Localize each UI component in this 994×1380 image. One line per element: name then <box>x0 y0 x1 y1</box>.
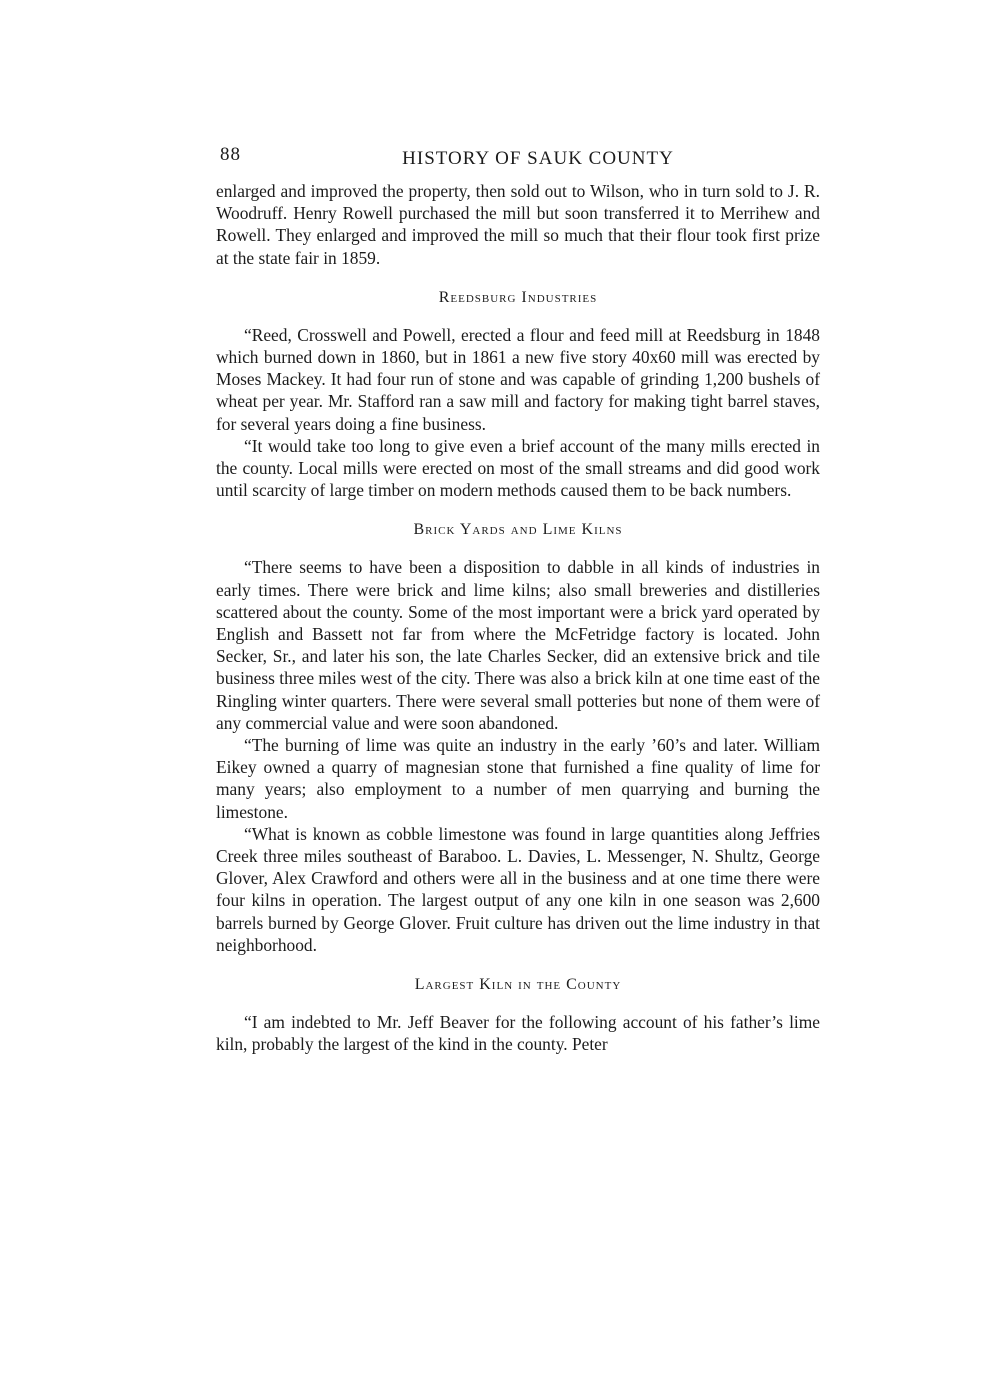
running-head <box>216 144 820 172</box>
section-heading: Brick Yards and Lime Kilns <box>413 521 623 539</box>
page-number: 88 <box>220 144 241 165</box>
book-title: HISTORY OF SAUK COUNTY <box>402 148 674 169</box>
paragraph: “The burning of lime was quite an industry in the early ’60’s and later. William Eikey owned a quarry of magnesian stone that furnished a fine quality of lime for many years; also employment to a number of men quarrying and burning the limestone. <box>216 735 820 822</box>
section-heading: Reedsburg Industries <box>438 288 598 306</box>
paragraph: enlarged and improved the property, then sold out to Wilson, who in turn sold to J. R. Woodruff. Henry Rowell purchased the mill but soon transferred it to Merrihew and Rowell. They enlarged and improved the mill so much that their flour took first prize at the state fair in 1859. <box>216 181 820 268</box>
section-heading: Largest Kiln in the County <box>414 976 622 994</box>
paragraph: “There seems to have been a disposition to dabble in all kinds of industries in early times. There were brick and lime kilns; also small breweries and distilleries scattered about the county. Some of the most important were a brick yard operated by English and Bassett not far from where the McFetridge factory is located. John Secker, Sr., and later his son, the late Charles Secker, did an extensive brick and tile business three miles west of the city. There was also a brick kiln at one time east of the Ringling winter quarters. There were several small potteries but none of them were of any commercial value and were soon abandoned. <box>216 557 820 733</box>
paragraph: “I am indebted to Mr. Jeff Beaver for the following account of his father’s lime kiln, probably the largest of the kind in the county. Peter <box>216 1012 820 1055</box>
paragraph: “Reed, Crosswell and Powell, erected a flour and feed mill at Reedsburg in 1848 which burned down in 1860, but in 1861 a new five story 40x60 mill was erected by Moses Mackey. It had four run of stone and was capable of grinding 1,200 bushels of wheat per year. Mr. Stafford ran a saw mill and factory for making tight barrel staves, for several years doing a fine business. <box>216 324 820 434</box>
book-page <box>216 144 820 1056</box>
paragraph: “What is known as cobble limestone was found in large quantities along Jeffries Creek three miles southeast of Baraboo. L. Davies, L. Messenger, N. Shultz, George Glover, Alex Crawford and others were all in the business and at one time there were four kilns in operation. The largest output of any one kiln in one season was 2,600 barrels burned by George Glover. Fruit culture has driven out the lime industry in that neighborhood. <box>216 823 820 955</box>
paragraph: “It would take too long to give even a brief account of the many mills erected in the county. Local mills were erected on most of the small streams and did good work until scarcity of large timber on modern methods caused them to be back numbers. <box>216 435 820 501</box>
